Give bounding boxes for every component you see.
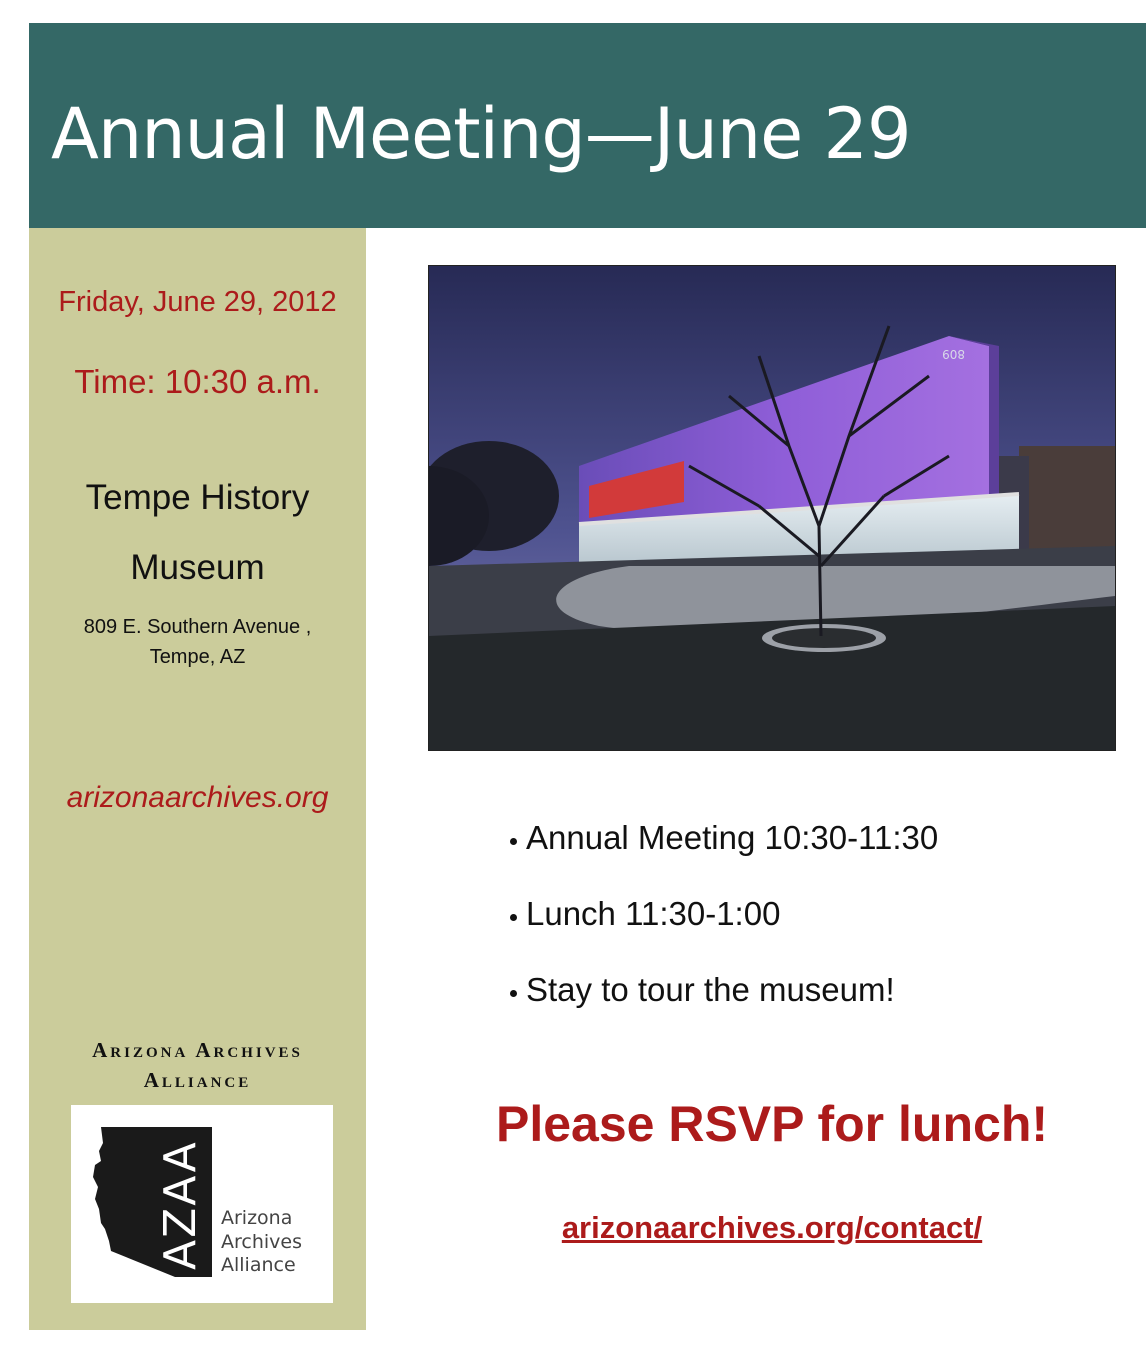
address-line2: Tempe, AZ: [149, 646, 246, 668]
rsvp-heading: Please RSVP for lunch!: [495, 1096, 1049, 1152]
museum-photo: [428, 265, 1116, 751]
website-link[interactable]: arizonaarchives.org: [66, 781, 329, 814]
org-name-line1: Arizona Archives: [92, 1038, 303, 1062]
bullet-icon: [510, 914, 517, 921]
list-item: [510, 952, 938, 1028]
list-item-text: Annual Meeting 10:30-11:30: [526, 819, 939, 856]
header-banner: [29, 23, 1146, 228]
logo-monogram: AZAA: [155, 1140, 206, 1270]
logo-text-line1: Arizona: [221, 1207, 293, 1229]
list-item: [510, 876, 938, 952]
logo-text-line3: Alliance: [221, 1254, 296, 1276]
venue-name-line1: Tempe History: [85, 478, 310, 517]
bullet-icon: [510, 838, 517, 845]
event-date: Friday, June 29, 2012: [58, 286, 337, 318]
bullet-icon: [510, 990, 517, 997]
sidebar: [29, 228, 366, 1330]
contact-link[interactable]: arizonaarchives.org/contact/: [561, 1210, 983, 1245]
azaa-logo: [71, 1105, 333, 1303]
logo-text-line2: Archives: [221, 1231, 302, 1253]
building-number: 809: [942, 347, 965, 361]
venue-name-line2: Museum: [130, 548, 265, 587]
schedule-list: [510, 800, 938, 1028]
org-name-line2: Alliance: [143, 1068, 252, 1092]
page-title: Annual Meeting—June 29: [51, 93, 911, 175]
list-item-text: Lunch 11:30-1:00: [526, 895, 781, 932]
address-line1: 809 E. Southern Avenue ,: [83, 616, 312, 638]
list-item-text: Stay to tour the museum!: [526, 971, 895, 1008]
event-time: Time: 10:30 a.m.: [74, 363, 321, 400]
list-item: [510, 800, 938, 876]
